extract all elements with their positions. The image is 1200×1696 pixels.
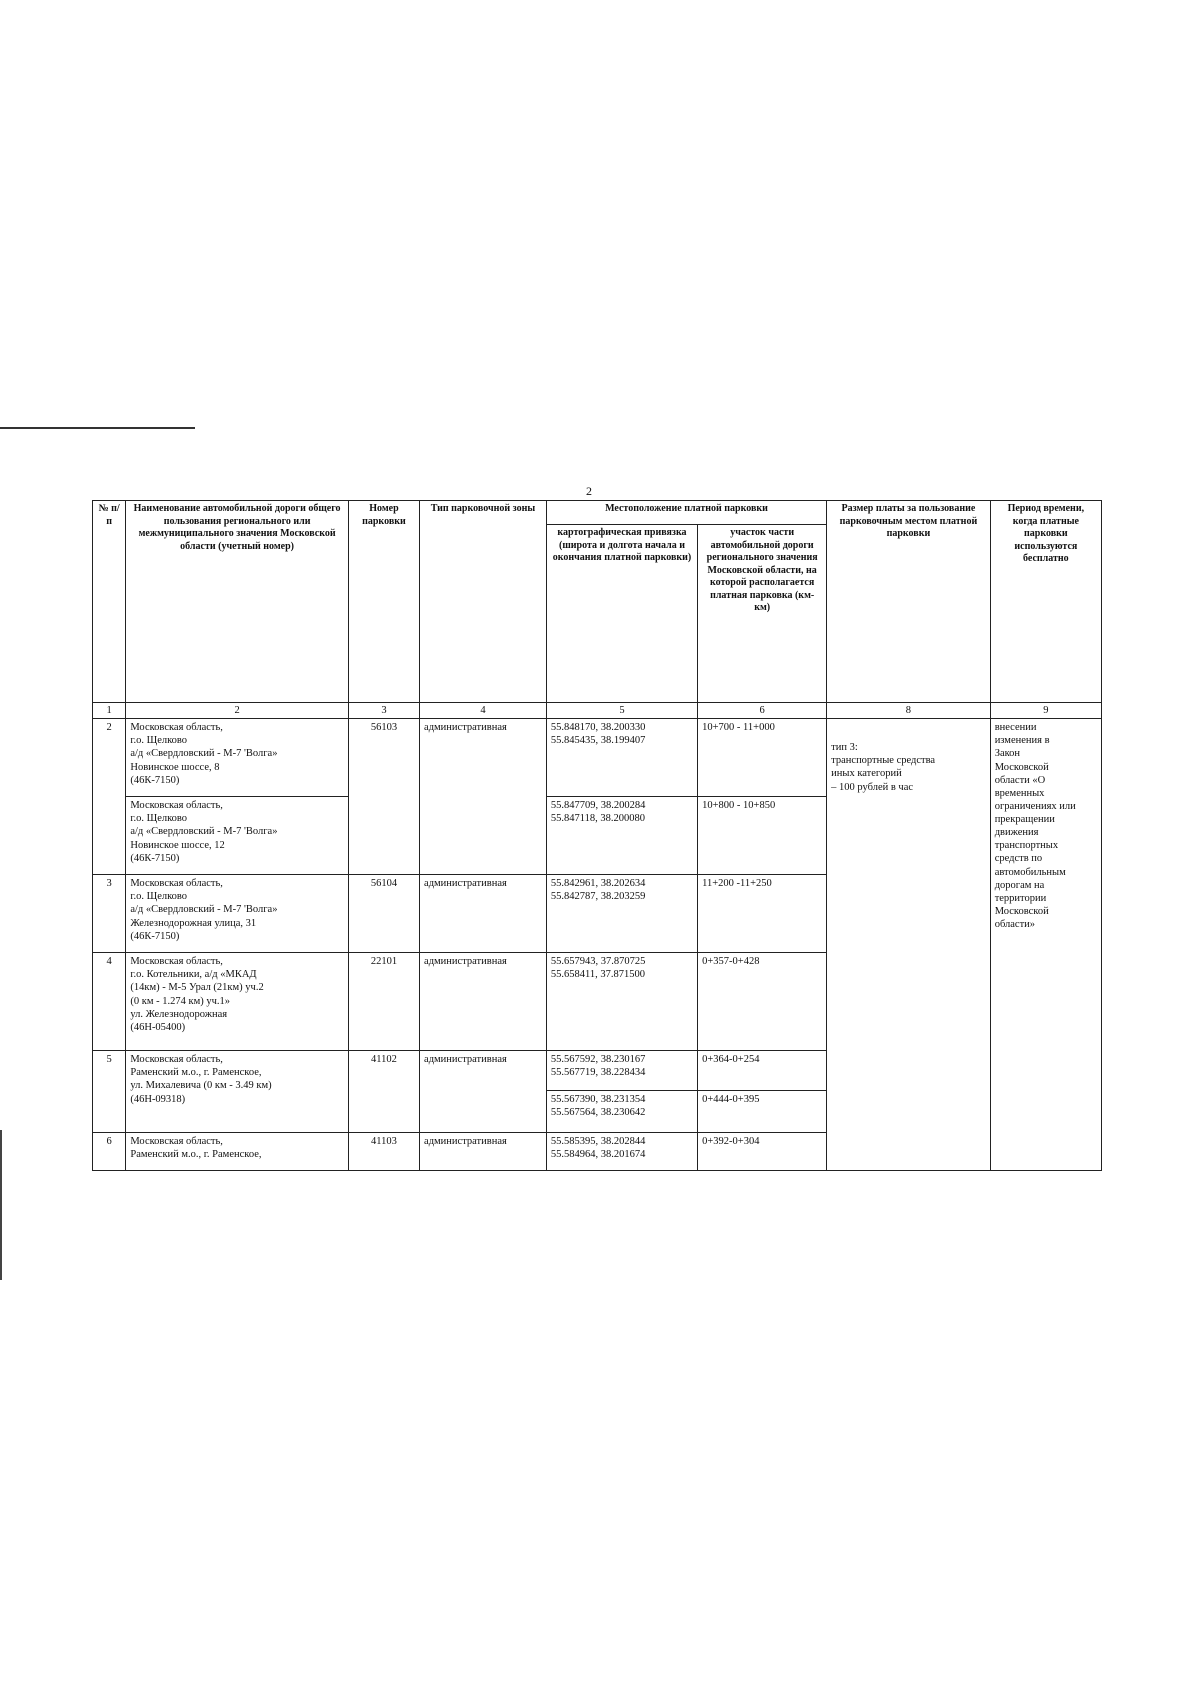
parking-number: 56104 (348, 875, 419, 953)
coordinates: 55.567592, 38.230167 55.567719, 38.228434 (546, 1051, 697, 1091)
column-number: 3 (348, 703, 419, 719)
zone-type: административная (420, 875, 547, 953)
zone-type: административная (420, 1051, 547, 1133)
header-location-group: Местоположение платной парковки (546, 501, 826, 525)
column-number: 5 (546, 703, 697, 719)
left-edge-mark (0, 1130, 2, 1280)
header-zone-type: Тип парковочной зоны (420, 501, 547, 703)
column-number: 9 (990, 703, 1101, 719)
fee-cell-continuation (827, 1091, 991, 1133)
row-number: 2 (93, 719, 126, 875)
header-fee: Размер платы за пользование парковочным местом платной парковки (827, 501, 991, 703)
page-number: 2 (586, 484, 592, 498)
road-name: Московская область, Раменский м.о., г. Раменское, (126, 1133, 348, 1171)
coordinates: 55.847709, 38.200284 55.847118, 38.200080 (546, 797, 697, 875)
row-number: 6 (93, 1133, 126, 1171)
road-segment-km: 0+364-0+254 (698, 1051, 827, 1091)
coordinates: 55.848170, 38.200330 55.845435, 38.199407 (546, 719, 697, 797)
free-period-cell-continuation (990, 1091, 1101, 1133)
coordinates: 55.567390, 38.231354 55.567564, 38.230642 (546, 1091, 697, 1133)
row-number: 3 (93, 875, 126, 953)
road-segment-km: 11+200 -11+250 (698, 875, 827, 953)
parking-number: 41103 (348, 1133, 419, 1171)
header-road: Наименование автомобильной дороги общего пользования регионального или межмуниципального значения Московской области (учетный номер) (126, 501, 348, 703)
road-name: Московская область, г.о. Щелково а/д «Свердловский - М-7 'Волга» Железнодорожная улица, 31 (46К-7150) (126, 875, 348, 953)
coordinates: 55.585395, 38.202844 55.584964, 38.201674 (546, 1133, 697, 1171)
parking-number: 56103 (348, 719, 419, 875)
road-segment-km: 0+444-0+395 (698, 1091, 827, 1133)
column-number: 2 (126, 703, 348, 719)
zone-type: административная (420, 719, 547, 875)
header-coordinates: картографическая привязка (широта и долгота начала и окончания платной парковки) (546, 525, 697, 703)
free-period-cell-continuation (990, 1133, 1101, 1171)
top-left-rule (0, 427, 195, 429)
header-num: № п/п (93, 501, 126, 703)
coordinates: 55.657943, 37.870725 55.658411, 37.871500 (546, 953, 697, 1051)
road-segment-km: 0+392-0+304 (698, 1133, 827, 1171)
parking-number: 22101 (348, 953, 419, 1051)
row-number: 5 (93, 1051, 126, 1133)
road-segment-km: 10+700 - 11+000 (698, 719, 827, 797)
free-period-text: внесении изменения в Закон Московской области «О временных ограничениях или прекращении движения транспортных средств по автомобильным дорогам на территории Московской области» (990, 719, 1101, 1091)
road-name: Московская область, Раменский м.о., г. Раменское, ул. Михалевича (0 км - 3.49 км) (46Н-09318) (126, 1051, 348, 1133)
header-parking-number: Номер парковки (348, 501, 419, 703)
road-segment-km: 10+800 - 10+850 (698, 797, 827, 875)
row-number: 4 (93, 953, 126, 1051)
column-number: 4 (420, 703, 547, 719)
road-name: Московская область, г.о. Щелково а/д «Свердловский - М-7 'Волга» Новинское шоссе, 12 (46К-7150) (126, 797, 348, 875)
road-name: Московская область, г.о. Щелково а/д «Свердловский - М-7 'Волга» Новинское шоссе, 8 (46К-7150) (126, 719, 348, 797)
header-road-segment: участок части автомобильной дороги регионального значения Московской области, на которой располагается платная парковка (км-км) (698, 525, 827, 703)
parking-number: 41102 (348, 1051, 419, 1133)
header-free-period: Период времени, когда платные парковки используются бесплатно (990, 501, 1101, 703)
zone-type: административная (420, 1133, 547, 1171)
road-segment-km: 0+357-0+428 (698, 953, 827, 1051)
parking-table (92, 500, 1102, 1171)
fee-text: тип 3: транспортные средства иных категорий – 100 рублей в час (827, 719, 991, 1091)
road-name: Московская область, г.о. Котельники, а/д «МКАД (14км) - М-5 Урал (21км) уч.2 (0 км - 1.274 км) уч.1» ул. Железнодорожная (46Н-05400) (126, 953, 348, 1051)
column-number: 6 (698, 703, 827, 719)
column-number: 8 (827, 703, 991, 719)
column-number: 1 (93, 703, 126, 719)
zone-type: административная (420, 953, 547, 1051)
fee-cell-continuation (827, 1133, 991, 1171)
coordinates: 55.842961, 38.202634 55.842787, 38.203259 (546, 875, 697, 953)
